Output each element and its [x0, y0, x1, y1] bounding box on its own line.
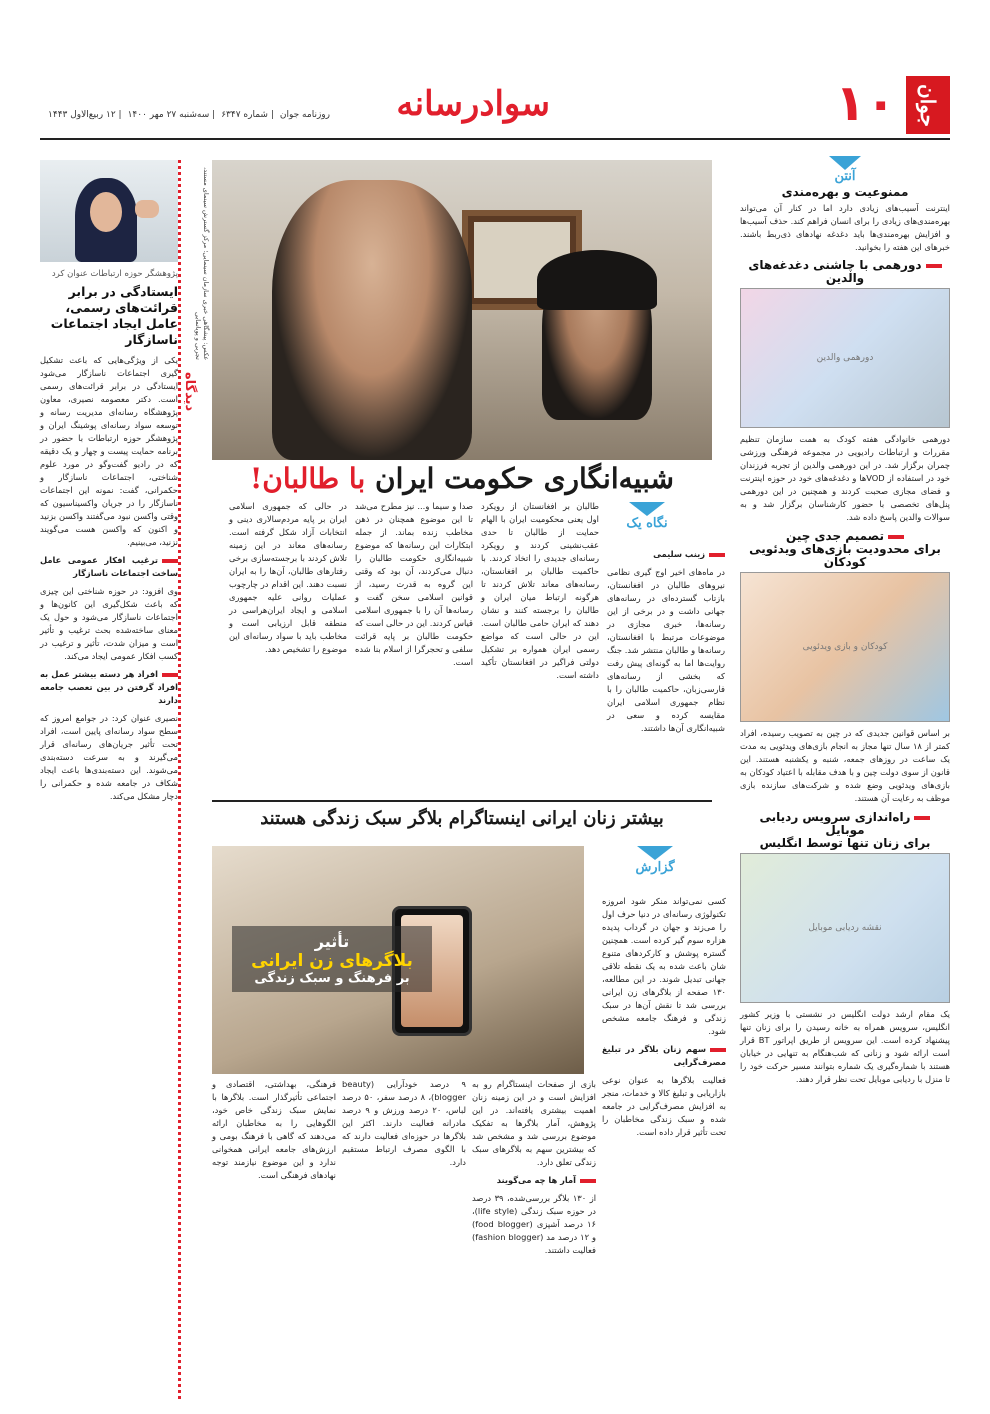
author-photo — [40, 160, 178, 262]
story-text: بازی از صفحات اینستاگرام رو به افزایش است و در این زمینه زنان اهمیت بیشتری یافته‌اند. در این پژوهش، آمار بلاگرها به تفکیک موضوع بررسی شد و مشخص شد که بیشترین سهم به بلاگرهای سبک زندگی تعلق دارد. — [472, 1079, 596, 1167]
story-title[interactable]: تصمیم جدی چین برای محدودیت بازی‌های ویدئویی کودکان — [749, 529, 941, 569]
tag-triangle-icon — [629, 502, 665, 516]
story-title[interactable]: دورهمی با چاشنی دغدغه‌های والدین — [740, 259, 950, 285]
photo-overlay-text: تأثیر بلاگرهای زن ایرانی بر فرهنگ و سبک زندگی — [232, 926, 432, 992]
main-story-column — [481, 500, 599, 790]
main-story-column — [355, 500, 473, 790]
bloggers-photo[interactable] — [212, 846, 584, 1074]
main-headline[interactable]: شبیه‌انگاری حکومت ایران با طالبان! — [250, 462, 674, 495]
red-bar — [580, 1179, 596, 1183]
person-figure — [272, 180, 472, 460]
tag-triangle-icon — [637, 846, 673, 860]
sub-heading: افراد هر دسته بیشتر عمل به افراد گرفتن در بین تعصب جامعه دارند — [40, 669, 178, 705]
story-text: یکی از ویژگی‌هایی که باعث تشکیل گیری اجتماعات ناسازگار می‌شود ایستادگی در برابر قرائت‌های رسمی است. دکتر معصومه نصیری، معاون پژوهشگاه رسانه‌ای مدیریت رسانه و توسعه سواد رسانه‌ای پوشینگ ایران و پژوهشگر حوزه ارتباطات با حضور در برنامه حمایت پیست و چهار و یک دقیقه که در رادیو گفت‌وگو در مورد علوم شناختی، اجتماعات ناسازگار و حکمرانی، گفت: نمونه این اجتماعات ناسازگار را در جریان واکسیناسیون که وقتی واکسن نبود می‌گفتند واکسن بزنید و اکنون که واکسن هست می‌گویند نزنید، می‌بینیم. — [40, 355, 178, 547]
tag-gozaresh — [620, 846, 690, 875]
red-bar — [162, 559, 178, 563]
story-text: فرهنگی، بهداشتی، اقتصادی و اجتماعی تأثیرگذار است. بلاگرها با نمایش سبک زندگی خاص خود، الگوهایی را به مخاطبان ارائه می‌دهند که گاهی با فرهنگ بومی و ارزش‌های جامعه ایرانی همخوانی ندارد و این موضوع نیازمند توجه نهادهای فرهنگی است. — [212, 1079, 336, 1180]
page-number: ۱۰ — [834, 74, 896, 132]
story-text: وی افزود: در حوزه شناختی این چیزی که باعث شکل‌گیری این کانون‌ها و اجتماعات ناسازگار می‌شود و حول یک معنای ساخته‌شده بحث ترغیب و تأثیر است و میزان شدت، تأثیر و ترغیب در کسب افکار عمومی ایجاد می‌کند. — [40, 586, 178, 661]
story-text: فعالیت بلاگرها به عنوان نوعی بازاریابی و تبلیغ کالا و خدمات، منجر به افزایش مصرف‌گرایی در جامعه شده و سبک زندگی مخاطبان را تحت تأثیر قرار داده است. — [602, 1075, 726, 1137]
story-text: اینترنت آسیب‌های زیادی دارد اما در کنار آن می‌تواند بهره‌مندی‌های زیادی را برای انسان فراهم کند. حذف آسیب‌ها و افزایش بهره‌مندی‌ها باید دغدغه نهادهای ذی‌ربط باشند. خبرهای این هفته را بخوانید. — [740, 203, 950, 252]
issue-number: شماره ۶۳۴۷ — [221, 110, 268, 120]
issue-date: سه‌شنبه ۲۷ مهر ۱۴۰۰ — [127, 110, 210, 120]
tag-triangle-icon — [829, 156, 861, 170]
story-text: بر اساس قوانین جدیدی که در چین به تصویب رسیده، افراد کمتر از ۱۸ سال تنها مجاز به انجام بازی‌های ویدئویی به مدت یک ساعت در روزهای جمعه، شنبه و یکشنبه هستند. این قانون از سوی دولت چین و با هدف مقابله با اعتیاد کودکان به بازی‌های ویدئویی وضع شده و شرکت‌های سازنده بازی موظف به رعایت آن هستند. — [740, 728, 951, 803]
story2-column — [212, 1078, 336, 1400]
issue-hijri-date: ۱۲ ربیع‌الاول ۱۴۴۳ — [48, 110, 116, 120]
story-text: یک مقام ارشد دولت انگلیس در نشستی با وزیر کشور انگلیس، سرویس همراه به خانه رسیدن را برای زنان تنها پیشنهاد کرده است. این سرویس از طریق اپراتور BT قرار است ارائه شود و زنانی که شب‌هنگام به تنهایی در خیابان هستند با شماره‌گیری یک شماره بتوانند مسیر حرکت خود را تا منزل با ردیابی موبایل تحت نظر قرار دهند. — [740, 1009, 950, 1084]
newspaper-logo[interactable]: جوان — [906, 76, 950, 134]
story-text: در حالی که جمهوری اسلامی ایران بر پایه مردم‌سالاری دینی و انتخابات آزاد شکل گرفته است. رسانه‌های معاند در این زمینه تلاش کردند با برجسته‌سازی برخی رفتارهای طالبان، آن‌ها را به ایران نسبت دهند. این اقدام در چارچوب عملیات روانی علیه جمهوری اسلامی و ایجاد ایران‌هراسی در منطقه قابل ارزیابی است و مخاطب باید با سواد رسانه‌ای این موضوع را تشخیص دهد. — [229, 501, 347, 654]
divider — [178, 160, 181, 1400]
red-bar — [914, 816, 930, 820]
story2-column — [472, 1078, 596, 1400]
story-text: از ۱۳۰ بلاگر بررسی‌شده، ۳۹ درصد در حوزه سبک زندگی (life style)، ۱۶ درصد آشپزی (food blogger) و ۱۲ درصد مد (fashion blogger) فعالیت داشتند. — [472, 1193, 597, 1255]
story2-headline[interactable]: بیشتر زنان ایرانی اینستاگرام بلاگر سبک زندگی هستند — [212, 800, 712, 829]
parents-gathering-image: دورهمی والدین — [740, 288, 950, 428]
story-title[interactable]: راه‌اندازی سرویس ردیابی موبایل برای زنان تنها توسط انگلیس — [759, 810, 931, 850]
red-bar — [888, 535, 904, 539]
kids-gaming-image: کودکان و بازی ویدئویی — [740, 572, 950, 722]
tag-didgah: دیدگاه — [182, 372, 197, 412]
story-text: در ماه‌های اخیر اوج گیری نظامی نیروهای طالبان در افغانستان، بازتاب گسترده‌ای در رسانه‌های جهانی داشت و در برخی از این رسانه‌ها، خبری مجازی در موضوعات مرتبط با افغانستان، رسانه‌ها و طالبان منتشر شد. جنگ روایت‌ها اما به گونه‌ای پیش رفت که بخشی از رسانه‌های فارسی‌زبان، حاکمیت طالبان را با نظام جمهوری اسلامی ایران مقایسه کرده و سعی در شبیه‌انگاری آن‌ها داشتند. — [607, 567, 725, 733]
photo-caption: عکس: پیشگاهی خبری سازمان سینمایی؛ مرکز گسترش سینمای مستند، تجربی و پویانمایی — [194, 166, 210, 360]
right-column — [740, 150, 950, 1400]
kicker: پژوهشگر حوزه ارتباطات عنوان کرد — [51, 269, 178, 279]
story-text: ۹ درصد خودآرایی (beauty blogger)، ۸ درصد سفر، ۵۰ درصد لباس، ۲۰ درصد ورزش و ۹ درصد مادرانه فعالیت دارند. اکثر این بلاگرها در حوزه‌ای فعالیت دارند که با الگوی مصرف ارتباط مستقیم دارد. — [342, 1079, 466, 1167]
section-title: سوادرسانه — [396, 84, 550, 124]
left-column — [40, 268, 178, 1400]
story-text: طالبان بر افغانستان از رویکرد اول یعنی محکومیت ایران با الهام حمایت از طالبان تا حدی عقب‌نشینی کردند و رویکرد رسانه‌ای جدیدی را اتخاذ کردند. با حاکمیت طالبان بر افغانستان، رسانه‌های معاند تلاش کردند تا هرگونه ارتباط میان ایران و طالبان را برجسته کنند و نشان دهند که ایران حامی طالبان است. این در حالی است که مواضع رسمی ایران همواره بر تشکیل دولتی فراگیر در افغانستان تأکید داشته است. — [481, 501, 599, 680]
sub-heading: ترغیب افکار عمومی عامل ساخت اجتماعات ناسازگار — [40, 555, 178, 578]
main-story-column — [229, 500, 347, 790]
red-bar — [709, 553, 725, 557]
story-text: کسی نمی‌تواند منکر شود امروزه تکنولوژی رسانه‌ای در دنیا حرف اول را می‌زند و جهان در گرداب پدیده هزاره سوم گیر کرده است. همچنین گستره پوشش و کارکردهای متنوع شان باعث شده به یک نقطه تلاقی جهانی تبدیل شوند. در این مطالعه، ۱۳۰ صفحه از بلاگرهای زن ایرانی بررسی شد تا نقش آن‌ها در سبک زندگی و فرهنگ جامعه مشخص شود. — [602, 896, 726, 1036]
red-bar — [710, 1048, 726, 1052]
red-bar — [162, 673, 178, 677]
page-header — [40, 70, 950, 140]
story2-column — [342, 1078, 466, 1400]
tag-label: آنتن — [834, 169, 856, 184]
story-text: دورهمی خانوادگی هفته کودک به همت سازمان تنظیم مقررات و ارتباطات رادیویی در مجموعه فرهنگی ورزشی چمران برگزار شد. در این دورهمی والدین از تجربه فرزندان خود در استفاده از VODها و دغدغه‌های خود در حوزه اینترنت و فضای مجازی صحبت کردند و همچنین در این دورهمی پنل‌های تخصصی با حضور کارشناسان برگزار شد و به سوالات والدین پاسخ داده شد. — [740, 434, 951, 522]
red-bar — [926, 264, 942, 268]
story-text: نصیری عنوان کرد: در جوامع امروز که سطح سواد رسانه‌ای پایین است، افراد تحت تأثیر جریان‌های رسانه‌ای قرار می‌گیرند و به سرعت دسته‌بندی می‌شوند. این دسته‌بندی‌ها باعث ایجاد شکاف در جامعه شده و حکمرانی را دچار مشکل می‌کند. — [40, 713, 178, 801]
byline: زینب سلیمی — [653, 549, 705, 559]
left-headline[interactable]: ایستادگی در برابر قرائت‌های رسمی، عامل ایجاد اجتماعات ناسازگار — [50, 284, 178, 347]
main-story-column — [607, 548, 725, 792]
story-text: صدا و سیما و... نیز مطرح می‌شد تا این موضوع همچنان در ذهن مخاطب زنده بماند. از جمله ابتکارات این رسانه‌ها که موضوع شبیه‌انگاری حکومت طالبان را دنبال می‌کردند، آن بود که وقتی این گروه به قدرت رسید، از قوانین اسلامی سخن گفت و رسانه‌ها آن را با جمهوری اسلامی قیاس کردند. این در حالی است که حکومت طالبان بر پایه قرائت سلفی و تحجرگرا از اسلام بنا شده است. — [354, 501, 473, 667]
sub-heading: سهم زنان بلاگر در تبلیغ مصرف‌گرایی — [602, 1044, 726, 1067]
issue-paper-name: روزنامه جوان — [279, 110, 330, 120]
issue-info: روزنامه جوان| شماره ۶۳۴۷| سه‌شنبه ۲۷ مهر ۱۴۰۰| ۱۲ ربیع‌الاول ۱۴۴۳ — [48, 110, 330, 120]
hero-photo[interactable] — [212, 160, 712, 460]
story2-column — [602, 895, 726, 1400]
tag-antenna — [817, 156, 873, 183]
tag-label: گزارش — [635, 860, 675, 875]
sub-heading: آمار ها چه می‌گویند — [472, 1174, 596, 1187]
turban-shape — [537, 250, 657, 310]
tag-label: نگاه یک — [626, 516, 668, 531]
story-title[interactable]: ممنوعیت و بهره‌مندی — [781, 185, 909, 199]
tag-nigah — [612, 502, 682, 531]
mobile-tracking-map-image: نقشه ردیابی موبایل — [740, 853, 950, 1003]
